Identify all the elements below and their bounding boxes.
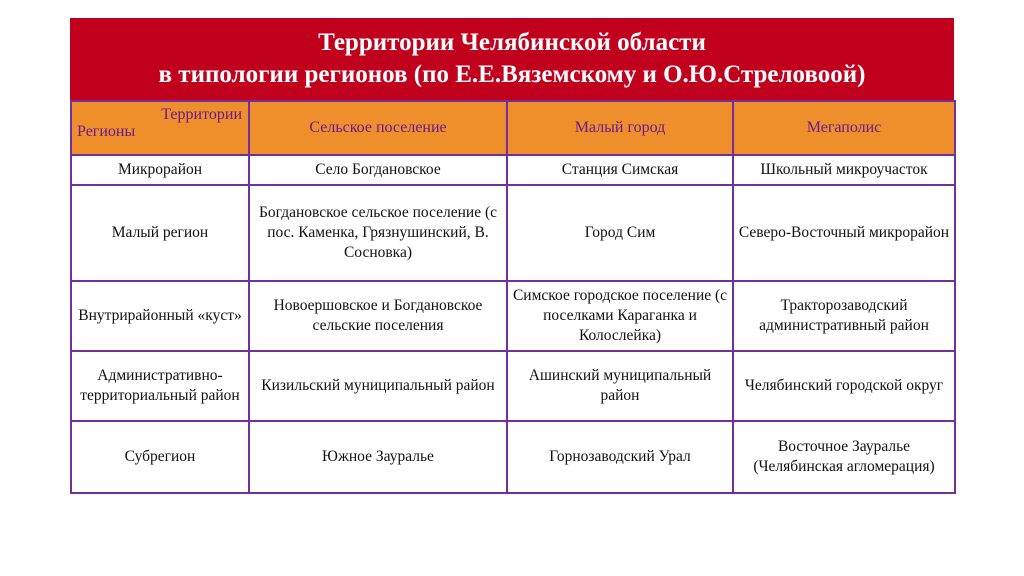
slide (70, 18, 954, 494)
table-cell: Восточное Зауралье (Челябинская агломерация) (733, 421, 955, 493)
table-cell: Ашинский муниципальный район (507, 351, 733, 421)
table-cell: Симское городское поселение (с поселками Караганка и Колослейка) (507, 281, 733, 351)
table-row (71, 281, 955, 351)
table-cell: Школьный микроучасток (733, 155, 955, 185)
title-bar (70, 18, 954, 100)
typology-table (70, 100, 956, 494)
table-row (71, 155, 955, 185)
table-cell: Северо-Восточный микрорайон (733, 185, 955, 281)
table-row (71, 185, 955, 281)
corner-cell (71, 101, 249, 155)
corner-label-territories: Территории (161, 106, 242, 123)
title-line-1: Территории Челябинской области (318, 29, 706, 56)
title-line-2: в типологии регионов (по Е.Е.Вяземскому и О.Ю.Стреловоой) (158, 61, 866, 88)
table-cell: Кизильский муниципальный район (249, 351, 507, 421)
table-row (71, 351, 955, 421)
row-label: Внутрирайонный «куст» (71, 281, 249, 351)
table-cell: Новоершовское и Богдановское сельские поселения (249, 281, 507, 351)
row-label: Микрорайон (71, 155, 249, 185)
table-cell: Село Богдановское (249, 155, 507, 185)
table-cell: Челябинский городской округ (733, 351, 955, 421)
table-cell: Станция Симская (507, 155, 733, 185)
table-cell: Тракторозаводский административный район (733, 281, 955, 351)
table-cell: Богдановское сельское поселение (с пос. Каменка, Грязнушинский, В. Сосновка) (249, 185, 507, 281)
corner-label-regions: Регионы (77, 123, 136, 140)
table-cell: Южное Зауралье (249, 421, 507, 493)
table-cell: Город Сим (507, 185, 733, 281)
column-header-rural: Сельское поселение (249, 101, 507, 155)
row-label: Административно-территориальный район (71, 351, 249, 421)
row-label: Субрегион (71, 421, 249, 493)
table-cell: Горнозаводский Урал (507, 421, 733, 493)
row-label: Малый регион (71, 185, 249, 281)
column-header-megapolis: Мегаполис (733, 101, 955, 155)
column-header-small-town: Малый город (507, 101, 733, 155)
table-row (71, 421, 955, 493)
header-row (71, 101, 955, 155)
